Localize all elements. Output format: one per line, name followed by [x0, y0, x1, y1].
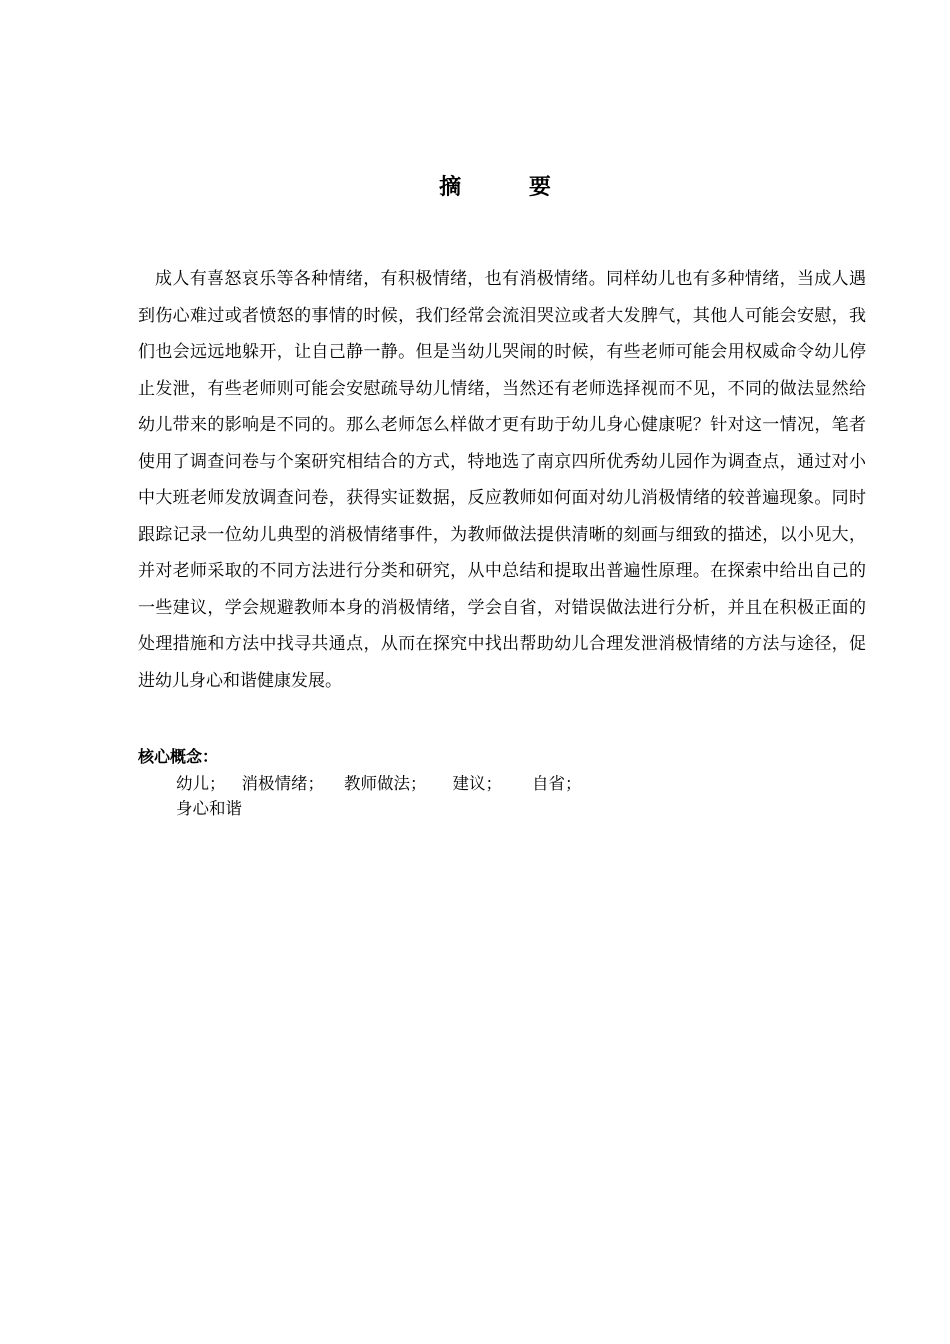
keyword-item: 教师做法；: [344, 774, 427, 793]
page-title: 摘 要: [439, 175, 581, 200]
keyword-item: 身心和谐: [176, 799, 242, 818]
keyword-item: 自省；: [532, 774, 582, 793]
keywords-heading: 核心概念：: [138, 747, 219, 766]
keyword-item: 建议；: [452, 774, 502, 793]
keyword-item: 消极情绪；: [241, 774, 324, 793]
abstract-paragraph: 成人有喜怒哀乐等各种情绪，有积极情绪，也有消极情绪。同样幼儿也有多种情绪，当成人遇到伤心难过或者愤怒的事情的时候，我们经常会流泪哭泣或者大发脾气，其他人可能会安慰，我们也会远远地躲开，让自己静一静。但是当幼儿哭闹的时候，有些老师可能会用权威命令幼儿停止发泄，有些老师则可能会安慰疏导幼儿情绪，当然还有老师选择视而不见，不同的做法显然给幼儿带来的影响是不同的。那么老师怎么样做才更有助于幼儿身心健康呢？针对这一情况，笔者使用了调查问卷与个案研究相结合的方式，特地选了南京四所优秀幼儿园作为调查点，通过对小中大班老师发放调查问卷，获得实证数据，反应教师如何面对幼儿消极情绪的较普遍现象。同时跟踪记录一位幼儿典型的消极情绪事件，为教师做法提供清晰的刻画与细致的描述，以小见大，并对老师采取的不同方法进行分类和研究，从中总结和提取出普遍性原理。在探索中给出自己的一些建议，学会规避教师本身的消极情绪，学会自省，对错误做法进行分析，并且在积极正面的处理措施和方法中找寻共通点，从而在探究中找出帮助幼儿合理发泄消极情绪的方法与途径，促进幼儿身心和谐健康发展。: [138, 269, 866, 691]
keyword-item: 幼儿；: [176, 774, 226, 793]
keywords-list: [176, 771, 656, 821]
